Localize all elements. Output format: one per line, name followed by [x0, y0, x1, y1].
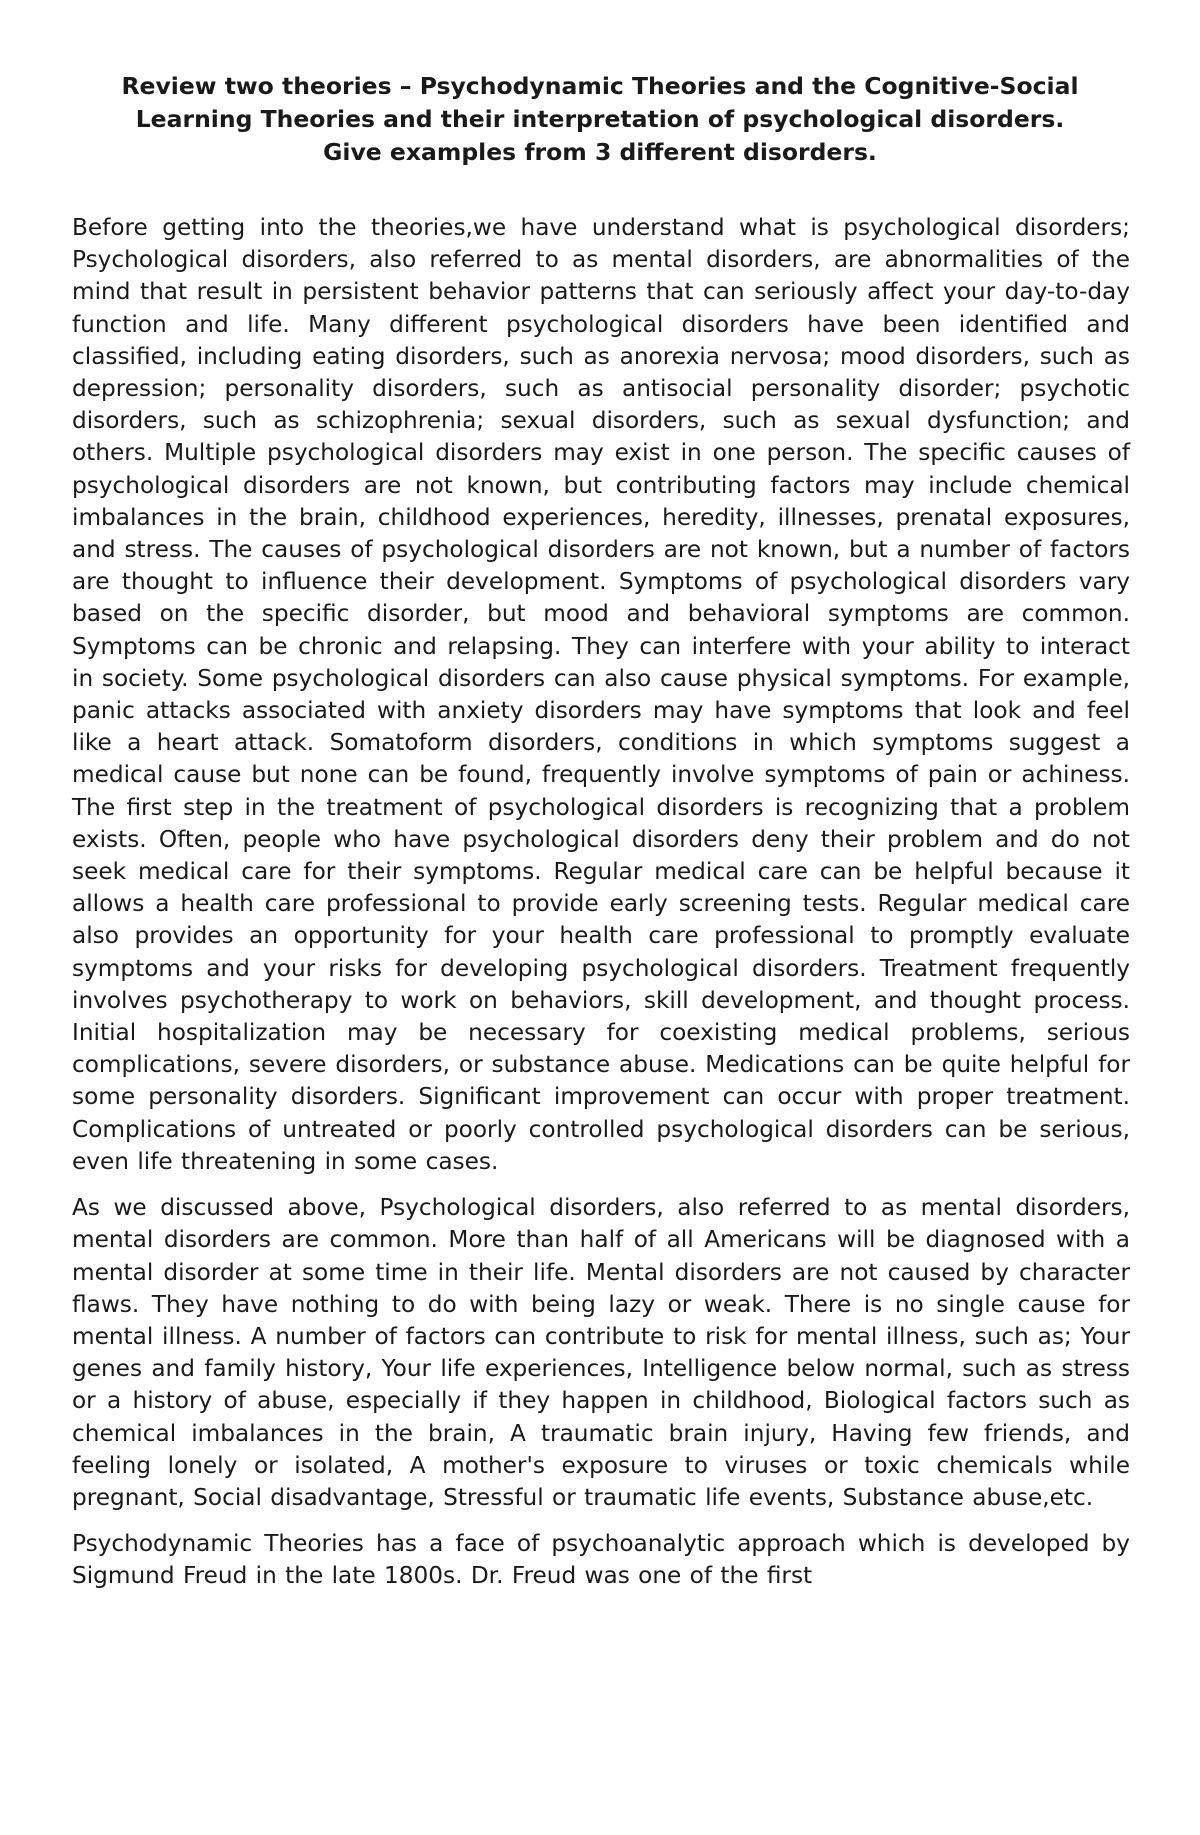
- title-line-2: Learning Theories and their interpretation of psychological disorders.: [135, 105, 1065, 133]
- paragraph-intro: Before getting into the theories,we have understand what is psychological disorders; Psychological disorders, also referred to as mental disorders, are abnormalities of the mind that result in persistent behavior patterns that can seriously affect your day-to-day function and life. Many different psychological disorders have been identified and classified, including eating disorders, such as anorexia nervosa; mood disorders, such as depression; personality disorders, such as antisocial personality disorder; psychotic disorders, such as schizophrenia; sexual disorders, such as sexual dysfunction; and others. Multiple psychological disorders may exist in one person. The specific causes of psychological disorders are not known, but contributing factors may include chemical imbalances in the brain, childhood experiences, heredity, illnesses, prenatal exposures, and stress. The causes of psychological disorders are not known, but a number of factors are thought to influence their development. Symptoms of psychological disorders vary based on the specific disorder, but mood and behavioral symptoms are common. Symptoms can be chronic and relapsing. They can interfere with your ability to interact in society. Some psychological disorders can also cause physical symptoms. For example, panic attacks associated with anxiety disorders may have symptoms that look and feel like a heart attack. Somatoform disorders, conditions in which symptoms suggest a medical cause but none can be found, frequently involve symptoms of pain or achiness. The first step in the treatment of psychological disorders is recognizing that a problem exists. Often, people who have psychological disorders deny their problem and do not seek medical care for their symptoms. Regular medical care can be helpful because it allows a health care professional to provide early screening tests. Regular medical care also provides an opportunity for your health care professional to promptly evaluate symptoms and your risks for developing psychological disorders. Treatment frequently involves psychotherapy to work on behaviors, skill development, and thought process. Initial hospitalization may be necessary for coexisting medical problems, serious complications, severe disorders, or substance abuse. Medications can be quite helpful for some personality disorders. Significant improvement can occur with proper treatment. Complications of untreated or poorly controlled psychological disorders can be serious, even life threatening in some cases.: [72, 214, 1130, 1175]
- document-title: [70, 70, 1130, 169]
- document-body: [72, 212, 1130, 1607]
- title-line-3: Give examples from 3 different disorders.: [323, 138, 877, 166]
- title-line-1: Review two theories – Psychodynamic Theories and the Cognitive-Social: [121, 72, 1079, 100]
- paragraph-causes: As we discussed above, Psychological disorders, also referred to as mental disorders, mental disorders are common. More than half of all Americans will be diagnosed with a mental disorder at some time in their life. Mental disorders are not caused by character flaws. They have nothing to do with being lazy or weak. There is no single cause for mental illness. A number of factors can contribute to risk for mental illness, such as; Your genes and family history, Your life experiences, Intelligence below normal, such as stress or a history of abuse, especially if they happen in childhood, Biological factors such as chemical imbalances in the brain, A traumatic brain injury, Having few friends, and feeling lonely or isolated, A mother's exposure to viruses or toxic chemicals while pregnant, Social disadvantage, Stressful or traumatic life events, Substance abuse,etc.: [72, 1194, 1130, 1511]
- paragraph-psychodynamic: Psychodynamic Theories has a face of psychoanalytic approach which is developed by Sigmund Freud in the late 1800s. Dr. Freud was one of the first: [72, 1530, 1130, 1590]
